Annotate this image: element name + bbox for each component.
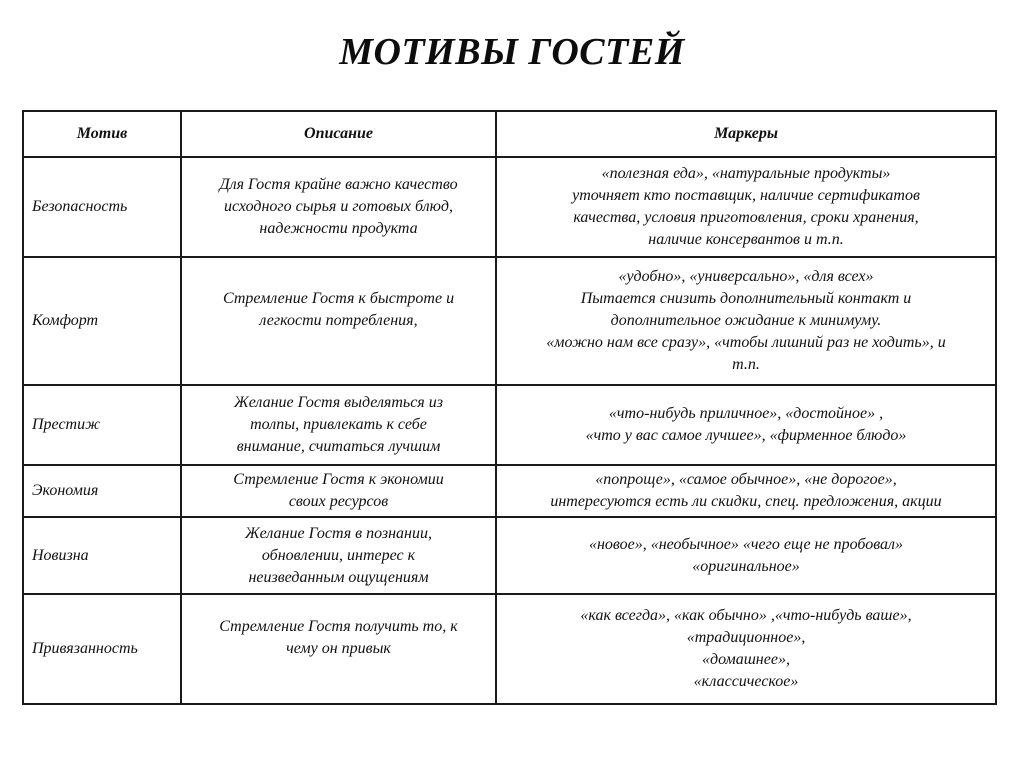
description-cell — [181, 257, 496, 385]
description-line: внимание, считаться лучшим — [236, 438, 441, 455]
marker-line: Пытается снизить дополнительный контакт и — [580, 290, 912, 307]
marker-line: «полезная еда», «натуральные продукты» — [601, 165, 891, 182]
table-header-row — [23, 111, 996, 157]
column-header-motive: Мотив — [23, 111, 181, 157]
marker-line: «удобно», «универсально», «для всех» — [618, 268, 874, 285]
markers-cell — [496, 594, 996, 704]
description-cell — [181, 157, 496, 257]
table-row — [23, 257, 996, 385]
marker-line: «как всегда», «как обычно» ,«что-нибудь ваше», — [580, 607, 912, 624]
description-spacer — [190, 332, 487, 354]
description-line: Стремление Гостя к экономии — [233, 471, 444, 488]
table-row — [23, 465, 996, 517]
description-cell — [181, 465, 496, 517]
marker-line: т.п. — [732, 356, 760, 373]
description-line: Стремление Гостя получить то, к — [219, 618, 458, 635]
motive-cell: Престиж — [23, 385, 181, 465]
marker-line: «классическое» — [693, 673, 799, 690]
markers-cell — [496, 257, 996, 385]
markers-cell — [496, 385, 996, 465]
marker-line: наличие консервантов и т.п. — [648, 231, 844, 248]
markers-cell — [496, 517, 996, 594]
table-row — [23, 385, 996, 465]
marker-line: интересуются есть ли скидки, спец. предложения, акции — [550, 493, 942, 510]
description-spacer — [190, 660, 487, 682]
marker-line: уточняет кто поставщик, наличие сертификатов — [572, 187, 920, 204]
marker-line: «традиционное», — [686, 629, 806, 646]
table-row — [23, 157, 996, 257]
description-line: Желание Гостя выделяться из — [234, 394, 443, 411]
description-line: Для Гостя крайне важно качество — [219, 176, 458, 193]
table-row — [23, 517, 996, 594]
description-line: легкости потребления, — [259, 312, 418, 329]
marker-line: «оригинальное» — [692, 557, 800, 575]
motive-cell: Безопасность — [23, 157, 181, 257]
description-cell — [181, 517, 496, 594]
motive-cell: Экономия — [23, 465, 181, 517]
page-title: МОТИВЫ ГОСТЕЙ — [339, 31, 685, 73]
marker-line: «что-нибудь приличное», «достойное» , — [608, 405, 884, 422]
description-cell — [181, 385, 496, 465]
marker-line: «попроще», «самое обычное», «не дорогое», — [595, 471, 897, 488]
marker-line: «можно нам все сразу», «чтобы лишний раз не ходить», и — [546, 334, 946, 351]
description-line: своих ресурсов — [288, 493, 389, 510]
markers-cell — [496, 465, 996, 517]
description-line: Стремление Гостя к быстроте и — [222, 290, 455, 307]
description-line: Желание Гостя в познании, — [245, 524, 432, 542]
column-header-description: Описание — [181, 111, 496, 157]
description-line: надежности продукта — [259, 220, 418, 237]
description-line: чему он привык — [286, 640, 391, 657]
description-line: неизведанным ощущениям — [248, 568, 429, 586]
marker-line: качества, условия приготовления, сроки хранения, — [573, 209, 919, 226]
marker-line: «домашнее», — [702, 651, 790, 668]
motive-cell: Привязанность — [23, 594, 181, 704]
description-line: толпы, привлекать к себе — [250, 416, 427, 433]
marker-line: «новое», «необычное» «чего еще не пробовал» — [588, 535, 904, 553]
motive-cell: Новизна — [23, 517, 181, 594]
description-line: обновлении, интерес к — [261, 546, 416, 564]
marker-line: «что у вас самое лучшее», «фирменное блюдо» — [585, 427, 907, 444]
markers-cell — [496, 157, 996, 257]
description-cell — [181, 594, 496, 704]
motives-table — [22, 110, 997, 705]
table-row — [23, 594, 996, 704]
description-line: исходного сырья и готовых блюд, — [224, 198, 453, 215]
column-header-markers: Маркеры — [496, 111, 996, 157]
marker-line: дополнительное ожидание к минимуму. — [610, 312, 882, 329]
motive-cell: Комфорт — [23, 257, 181, 385]
